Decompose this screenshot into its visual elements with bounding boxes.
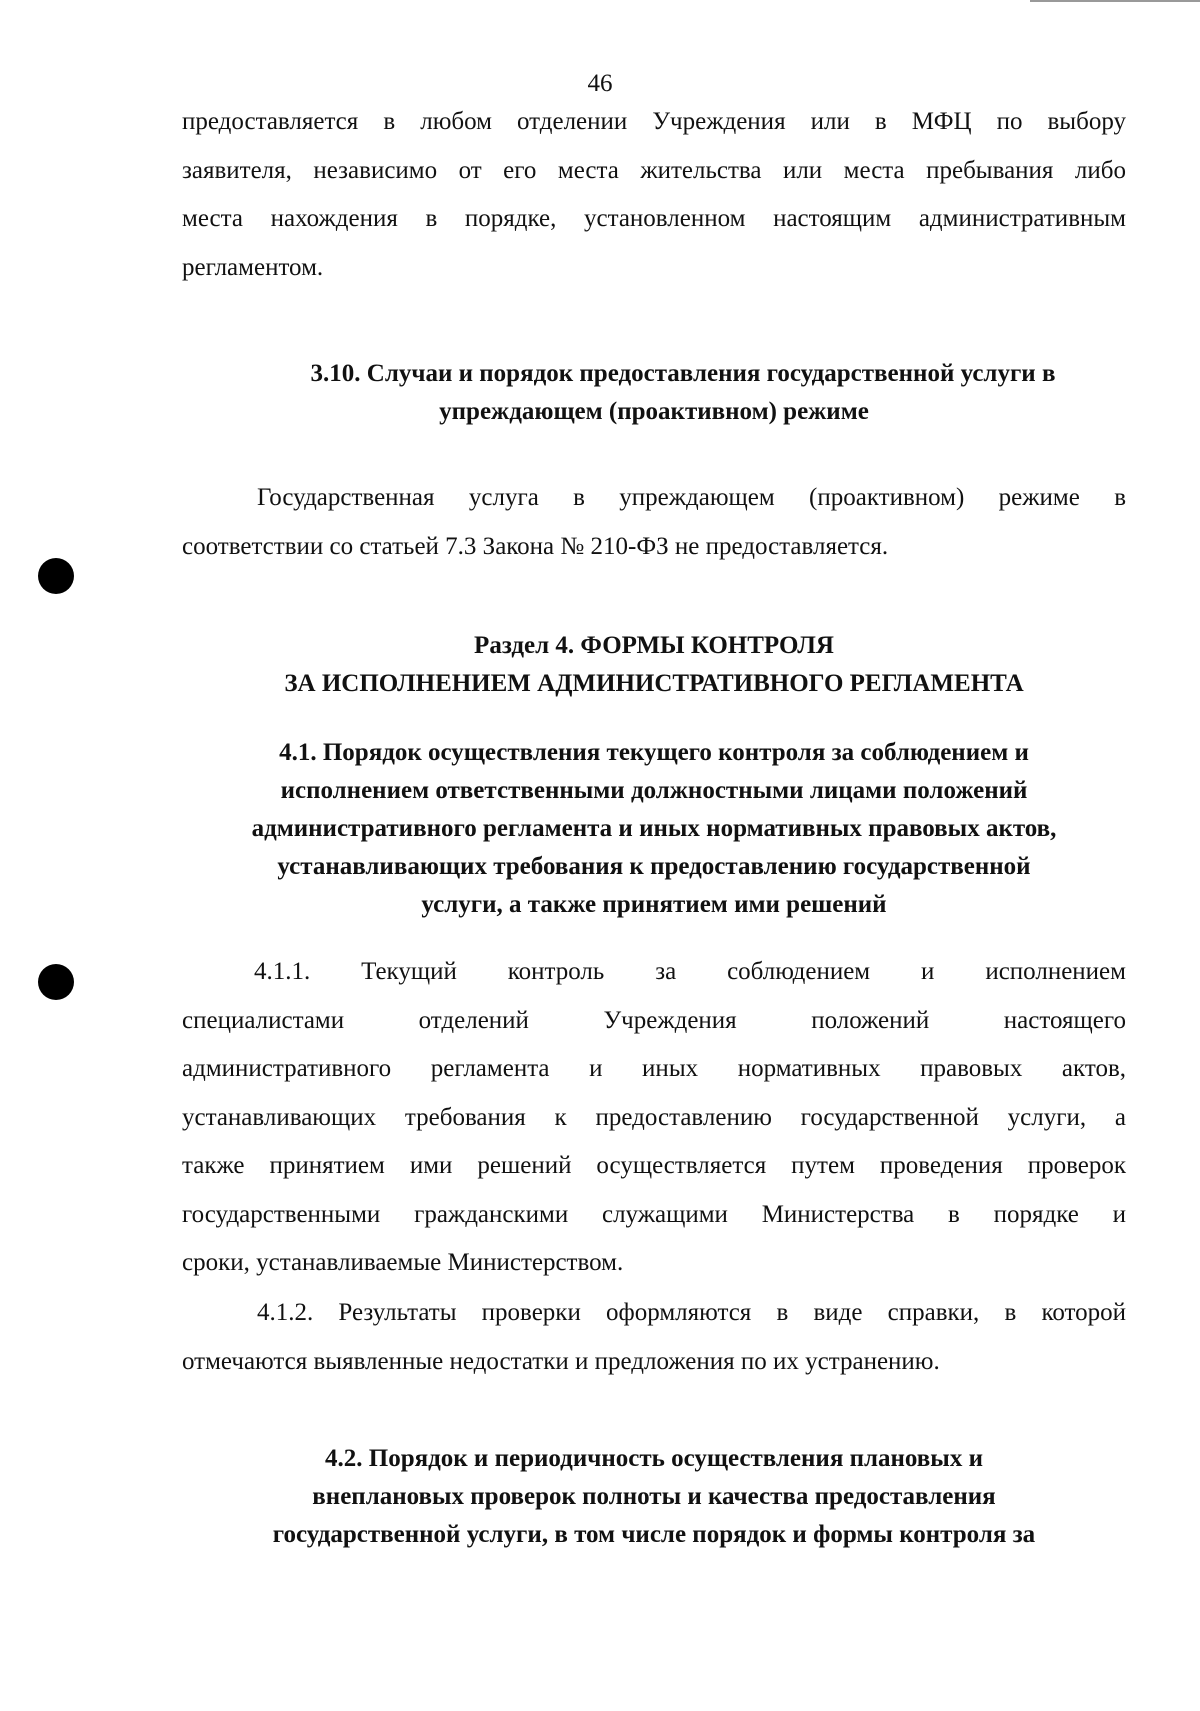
section-4-1-title-line-4: устанавливающих требования к предоставлению государственной [277,853,1031,880]
section-3-10-body [182,474,1126,571]
section-3-10-heading [240,355,1126,393]
paragraph-4-1-1-line-4: устанавливающих требования к предоставлению государственной услуги, а [182,1103,1126,1131]
paragraph-4-1-1-line-6: государственными гражданскими служащими Министерства в порядке и [182,1200,1126,1228]
word: и [921,958,935,985]
section-4-1-title-line-2: исполнением ответственными должностными лицами положений [280,777,1028,804]
word: за [655,958,677,985]
intro-line-4: регламентом. [182,253,324,281]
paragraph-4-1-1-line-5: также принятием ими решений осуществляется путем проведения проверок [182,1152,1126,1179]
word: исполнением [985,958,1126,985]
paragraph-4-1-1 [182,948,1126,1288]
paragraph-4-1-2-line-1: 4.1.2. Результаты проверки оформляются в виде справки, в которой [257,1299,1126,1326]
section-4-1-title-line-5: услуги, а также принятием ими решений [421,891,887,918]
section-4-2-title-line-2: внеплановых проверок полноты и качества предоставления [312,1483,996,1510]
intro-line-2: заявителя, независимо от его места жительства или места пребывания либо [182,156,1126,184]
section-4-1-heading [182,734,1126,924]
paragraph-4-1-1-line-2 [182,997,1126,1046]
word: Учреждения [603,1006,737,1034]
page-number: 46 [587,70,613,97]
section-4-heading [182,627,1126,703]
section-3-10-body-line-1: Государственная услуга в упреждающем (проактивном) режиме в [257,484,1126,511]
paragraph-4-1-1-line-3: административного регламента и иных нормативных правовых актов, [182,1055,1126,1082]
paragraph-4-1-2 [182,1289,1126,1386]
word: положений [811,1006,930,1034]
paragraph-4-1-2-line-2: отмечаются выявленные недостатки и предложения по их устранению. [182,1347,940,1375]
punch-hole-top [38,558,74,594]
word: соблюдением [727,958,871,985]
section-4-1-title-line-3: административного регламента и иных нормативных правовых актов, [251,815,1057,842]
paragraph-4-1-1-line-1 [182,948,1126,997]
section-4-2-heading [182,1440,1126,1554]
word: отделений [418,1006,529,1034]
word: специалистами [182,1006,345,1034]
section-4-2-title-line-3: государственной услуги, в том числе порядок и формы контроля за [272,1521,1036,1548]
intro-line-1: предоставляется в любом отделении Учреждения или в МФЦ по выбору [182,108,1126,135]
section-4-1-title-line-1: 4.1. Порядок осуществления текущего контроля за соблюдением и [279,739,1029,766]
word: Текущий [361,958,457,985]
section-3-10-title-line-2: упреждающем (проактивном) режиме [439,398,869,425]
intro-paragraph [182,98,1126,292]
section-4-title-line-1: Раздел 4. ФОРМЫ КОНТРОЛЯ [474,632,834,659]
punch-hole-bottom [38,964,74,1000]
word: настоящего [1003,1006,1126,1034]
intro-line-3: места нахождения в порядке, установленном настоящим административным [182,205,1126,232]
paragraph-4-1-1-line-7: сроки, устанавливаемые Министерством. [182,1249,624,1276]
section-3-10-body-line-2: соответствии со статьей 7.3 Закона № 210-ФЗ не предоставляется. [182,532,889,560]
scan-edge-line [1030,0,1200,2]
section-3-10-heading-cont [182,393,1126,431]
section-3-10-title-line-1: 3.10. Случаи и порядок предоставления государственной услуги в [310,360,1056,387]
word: 4.1.1. [254,958,311,985]
section-4-title-line-2: ЗА ИСПОЛНЕНИЕМ АДМИНИСТРАТИВНОГО РЕГЛАМЕНТА [284,670,1024,697]
section-4-2-title-line-1: 4.2. Порядок и периодичность осуществления плановых и [325,1445,983,1472]
word: контроль [507,958,605,985]
